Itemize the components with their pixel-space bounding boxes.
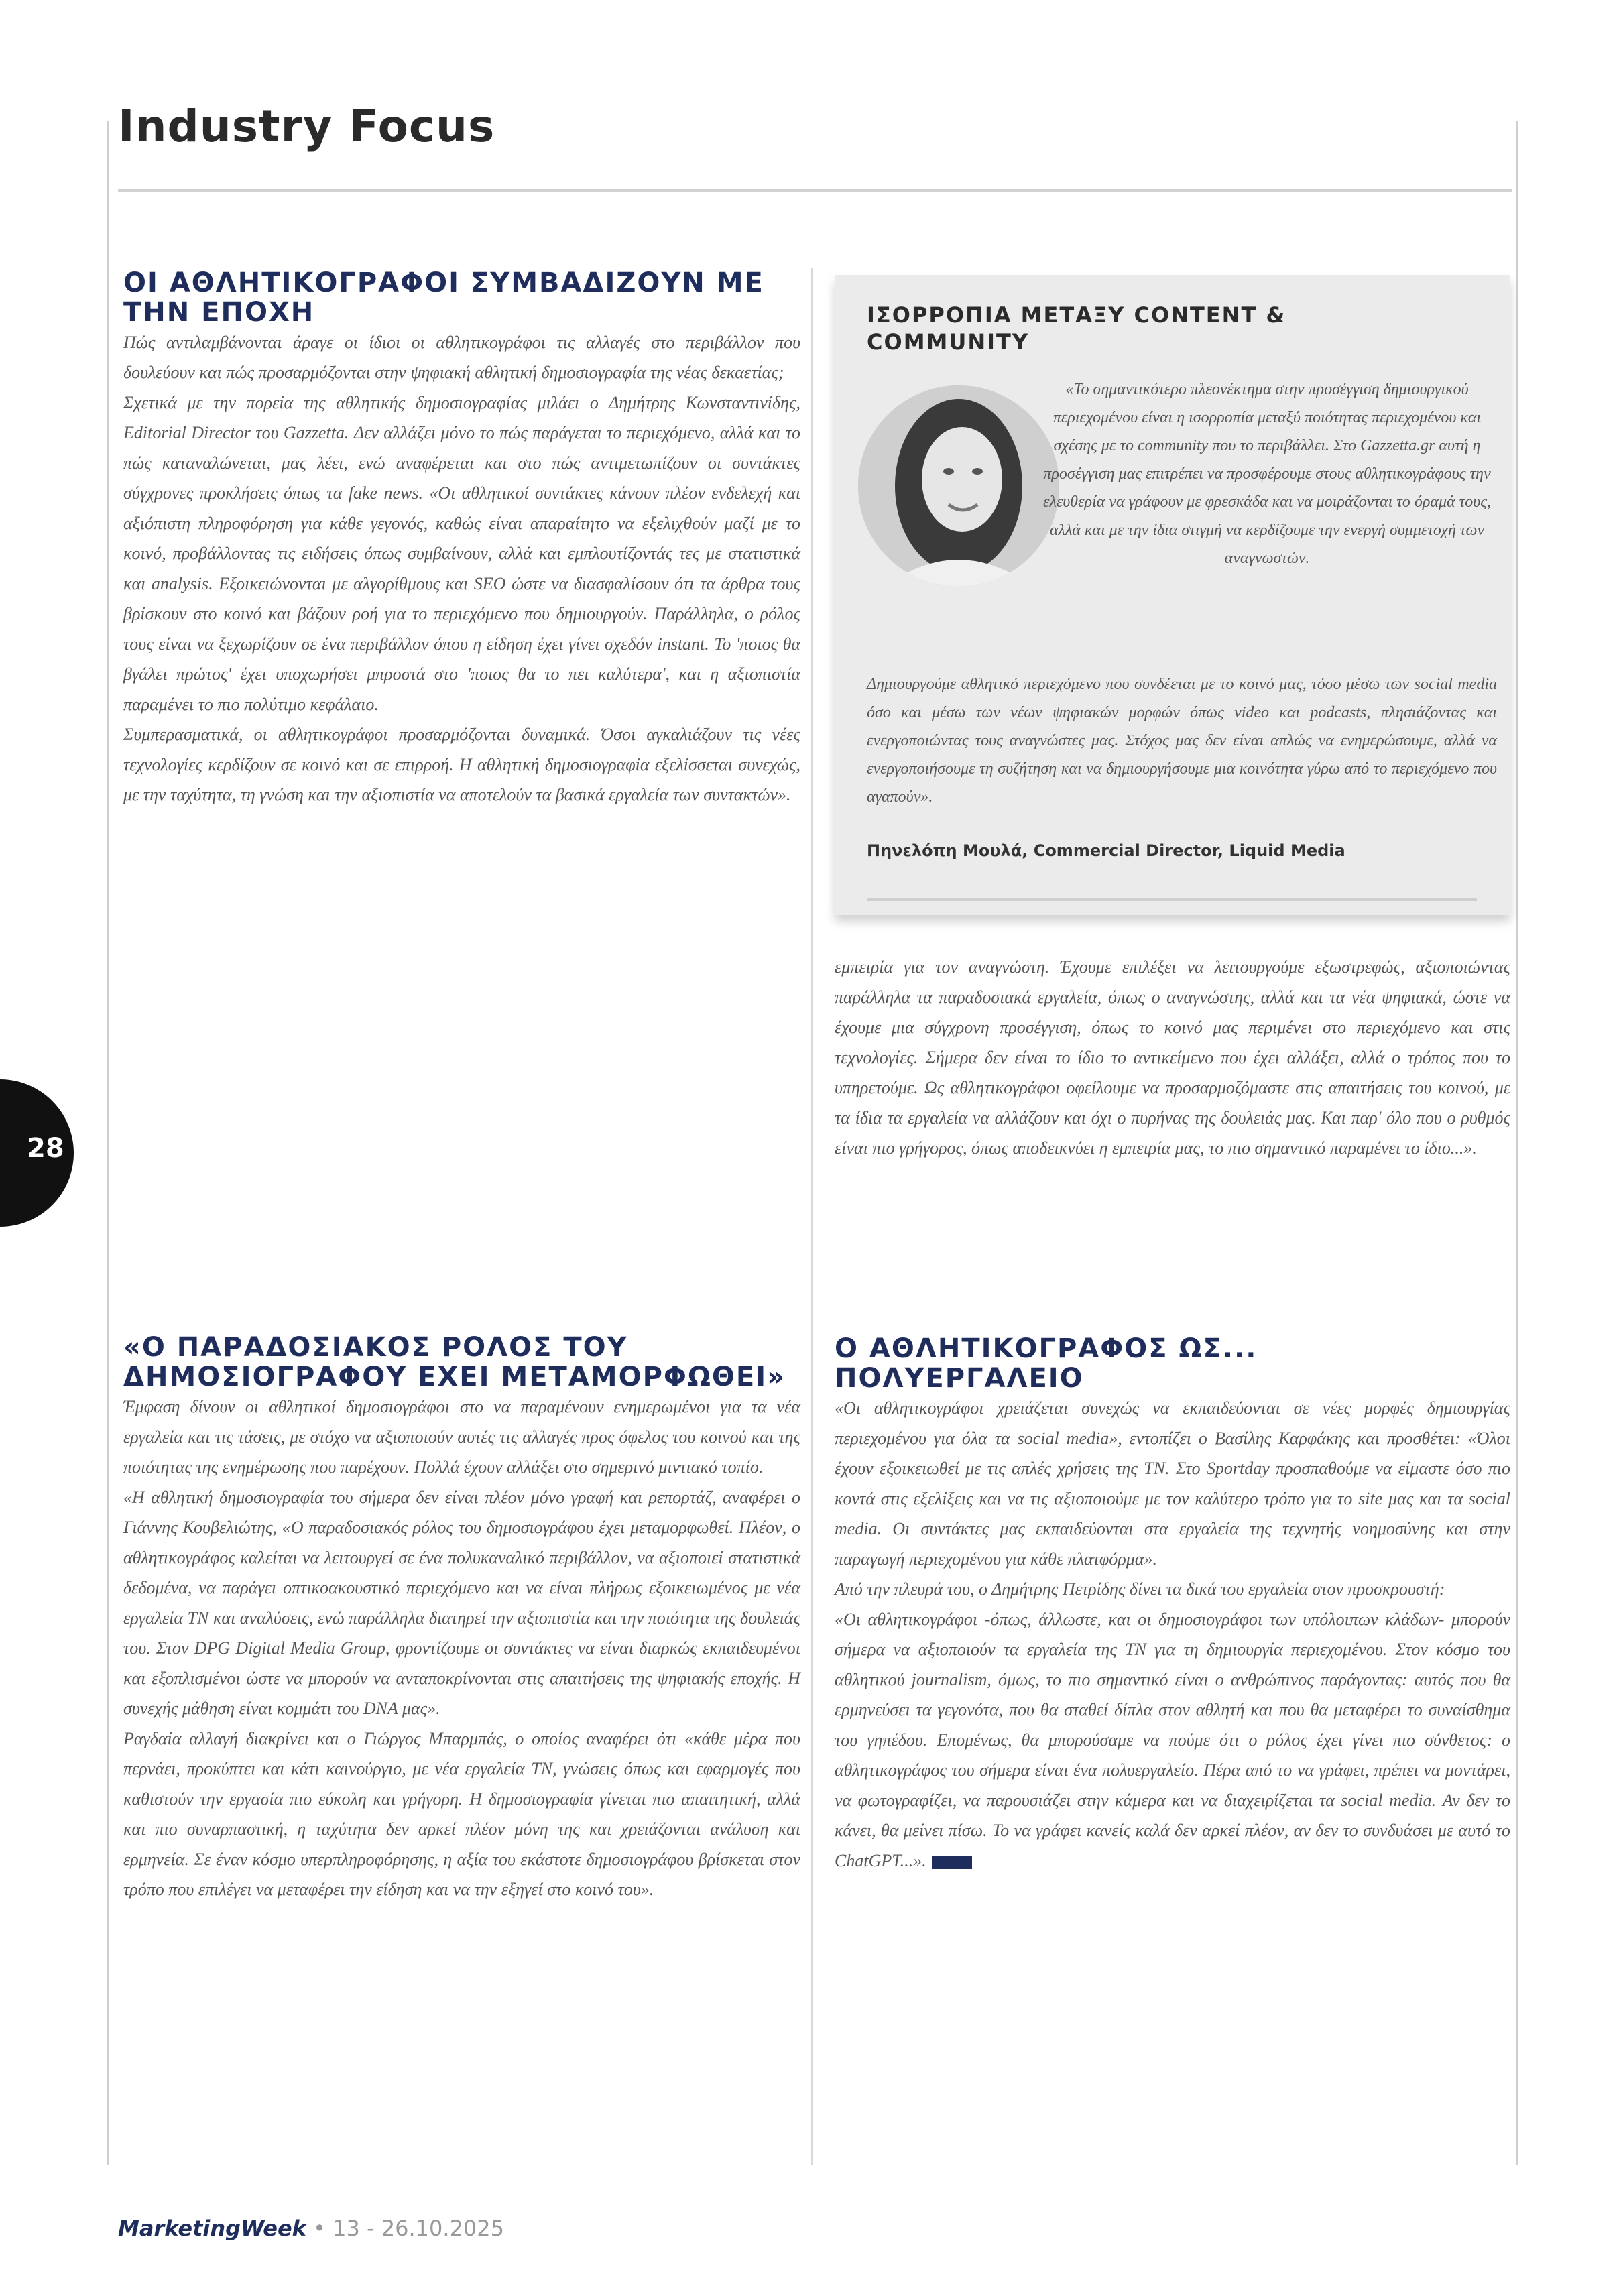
sidebar-quote-bottom: Δημιουργούμε αθλητικό περιεχόμενο που συνδέεται με το κοινό μας, τόσο μέσω των social media όσο και μέσω των νέων ψηφιακών μορφών όπως video και podcasts, πλησιάζοντας και ενεργοποιώντας τους αναγνώστες μας. Στόχος μας δεν είναι απλώς να ενημερώσουμε, αλλά να ενεργοποιήσουμε τη συζήτηση και να δημιουργήσουμε μια κοινότητα γύρω από το περιεχόμενο που αγαπούν». [867,676,1497,806]
article-continuation [835,952,1510,1163]
frame-right-border [1516,121,1518,2165]
frame-left-border [107,121,109,2165]
sidebar-heading: ΙΣΟΡΡΟΠΙΑ ΜΕΤΑΞΥ CONTENT & COMMUNITY [867,302,1286,355]
section-3-paragraph: «Οι αθλητικογράφοι -όπως, άλλωστε, και οι δημοσιογράφοι των υπόλοιπων κλάδων- μπορούν σήμερα να αξιοποιούν τα εργαλεία της ΤΝ για τη δημιουργία περιεχομένου. Στον κόσμο του αθλητικού journalism, όμως, το πιο σημαντικό είναι ο ανθρώπινος παράγοντας: αυτός που θα ερμηνεύσει τα γεγονότα, που θα σταθεί δίπλα στον αθλητή και που θα μεταφέρει το συναίσθημα του γηπέδου. Επομένως, θα μπορούσαμε να πούμε ότι ο ρόλος έχει γίνει πιο σύνθετος: ο αθλητικογράφος του σήμερα είναι ένα πολυεργαλείο. Πέρα από το να γράφει, πρέπει να μοντάρει, να φωτογραφίζει, να παρουσιάζει στην κάμερα και να διαχειρίζεται τα social media. Αν δεν το κάνει, θα μείνει πίσω. Το να γράφει κανείς καλά δεν αρκεί πλέον, αν δεν το συνδυάσει με αυτό το ChatGPT...». [835,1610,1510,1870]
section-2-paragraph: «Η αθλητική δημοσιογραφία του σήμερα δεν είναι πλέον μόνο γραφή και ρεπορτάζ, αναφέρει ο Γιάννης Κουβελιώτης, «Ο παραδοσιακός ρόλος του δημοσιογράφου έχει μεταμορφωθεί. Πλέον, ο αθλητικογράφος καλείται να λειτουργεί σε ένα πολυκαναλικό περιβάλλον, να αξιοποιεί στατιστικά δεδομένα, να παράγει οπτικοακουστικό περιεχόμενο και να είναι πλήρως εξοικειωμένος με νέα εργαλεία ΤΝ και αναλύσεις, ενώ παράλληλα διατηρεί την αξιοπιστία και την ποιότητα της δουλειάς του. Στον DPG Digital Media Group, φροντίζουμε οι συντάκτες να είναι διαρκώς εκπαιδευμένοι και εξοπλισμένοι ώστε να μπορούν να ανταποκρίνονται στις απαιτήσεις της ψηφιακής εποχής. Η συνεχής μάθηση είναι κομμάτι του DNA μας». [123,1488,800,1718]
sidebar-bottom-rule [867,898,1477,901]
portrait-photo-icon [858,385,1059,587]
column-divider [811,268,813,2165]
page-number: 28 [27,1133,64,1164]
section-3-heading: Ο ΑΘΛΗΤΙΚΟΓΡΑΦΟΣ ΩΣ... ΠΟΛΥΕΡΓΑΛΕΙΟ [835,1333,1258,1394]
footer-brand: MarketingWeek [118,2216,306,2241]
sidebar-quote-credit: Πηνελόπη Μουλά, Commercial Director, Liquid Media [867,841,1345,860]
section-3-paragraph: «Οι αθλητικογράφοι χρειάζεται συνεχώς να εκπαιδεύονται σε νέες μορφές δημιουργίας περιεχομένου για όλα τα social media», εντοπίζει ο Βασίλης Καρφάκης και προσθέτει: «Όλοι έχουν εξοικειωθεί με τις απλές χρήσεις της ΤΝ. Στο Sportday προσπαθούμε να είμαστε όσο πιο κοντά στις εξελίξεις και να τις αξιοποιούμε με τον καλύτερο τρόπο για το site μας και τα social media. Οι συντάκτες μας εκπαιδεύονται στα εργαλεία της τεχνητής νοημοσύνης και στην παραγωγή περιεχομένου για κάθε πλατφόρμα». [835,1398,1510,1569]
section-1-heading: ΟΙ ΑΘΛΗΤΙΚΟΓΡΑΦΟΙ ΣΥΜΒΑΔΙΖΟΥΝ ΜΕ ΤΗΝ ΕΠΟΧΗ [123,267,764,328]
article-section-3 [835,1334,1510,1876]
article-section-2 [123,1333,800,1905]
footer [118,2216,504,2241]
section-2-paragraph: Έμφαση δίνουν οι αθλητικοί δημοσιογράφοι στο να παραμένουν ενημερωμένοι για τα νέα εργαλεία και τις τάσεις, με στόχο να αξιοποιούν αυτές τις αλλαγές προς όφελος του κοινού και της ποιότητας της ενημέρωσης που παρέχουν. Πολλά έχουν αλλάξει στο σημερινό μιντιακό τοπίο. [123,1397,800,1477]
quote-sidebar-box [835,275,1510,915]
section-title: Industry Focus [118,101,495,152]
article-section-1 [123,268,800,810]
sidebar-quote-top: «Το σημαντικότερο πλεονέκτημα στην προσέγγιση δημιουργικού περιεχομένου είναι η ισορροπία μεταξύ ποιότητας περιεχομένου και σχέσης με το community που το περιβάλλει. Στο Gazzetta.gr αυτή η προσέγγιση μας επιτρέπει να προσφέρουμε στους αθλητικογράφους την ελευθερία να γράφουν με φρεσκάδα και να μοιράζονται το όραμά τους, αλλά και με την ίδια στιγμή να κερδίζουμε την ενεργή συμμετοχή των αναγνωστών. [1042,381,1491,567]
footer-issue: • 13 - 26.10.2025 [313,2216,504,2241]
section-2-heading: «Ο ΠΑΡΑΔΟΣΙΑΚΟΣ ΡΟΛΟΣ ΤΟΥ ΔΗΜΟΣΙΟΓΡΑΦΟΥ ΕΧΕΙ ΜΕΤΑΜΟΡΦΩΘΕΙ» [123,1332,786,1392]
section-1-paragraph: Σχετικά με την πορεία της αθλητικής δημοσιογραφίας μιλάει ο Δημήτρης Κωνσταντινίδης, Editorial Director του Gazzetta. Δεν αλλάζει μόνο το πώς παράγεται το περιεχόμενο, αλλά και το πώς καταναλώνεται, μας λέει, ενώ αναφέρεται και στο πώς αντιμετωπίζουν οι συντάκτες σύγχρονες προκλήσεις όπως τα fake news. «Οι αθλητικοί συντάκτες κάνουν πλέον ενδελεχή και αξιόπιστη πληροφόρηση για κάθε γεγονός, καθώς είναι απαραίτητο να εξελιχθούν μαζί με το κοινό, προβάλλοντας τις ειδήσεις όπως συμβαίνουν, αλλά και εμπλουτίζοντάς τες με στατιστικά και analysis. Εξοικειώνονται με αλγορίθμους και SEO ώστε να διασφαλίσουν ότι τα άρθρα τους βρίσκουν στο κοινό και βάζουν ροή για το περιεχόμενο που δημιουργούν. Παράλληλα, ο ρόλος τους είναι να ξεχωρίζουν σε ένα περιβάλλον όπου η είδηση έχει γίνει σχεδόν instant. Το 'ποιος θα βγάλει πρώτος' έχει υποχωρήσει μπροστά στο 'ποιος θα το πει καλύτερα', και η αξιοπιστία παραμένει το πιο πολύτιμο κεφάλαιο. [123,393,800,714]
header-divider [118,189,1512,192]
continuation-paragraph: εμπειρία για τον αναγνώστη. Έχουμε επιλέξει να λειτουργούμε εξωστρεφώς, αξιοποιώντας παράλληλα τα παραδοσιακά εργαλεία, όπως ο αναγνώστης, αλλά και τα νέα ψηφιακά, ώστε να έχουμε μια σύγχρονη προσέγγιση, όπως το κοινό μας περιμένει στο περιεχόμενο και στις τεχνολογίες. Σήμερα δεν είναι το ίδιο το αντικείμενο που έχει αλλάξει, αλλά ο τρόπος που το υπηρετούμε. Ως αθλητικογράφοι οφείλουμε να προσαρμοζόμαστε στις απαιτήσεις του κοινού, με τα ίδια τα εργαλεία να αλλάζουν και όχι ο πυρήνας της δουλειάς μας. Και παρ' όλο που ο ρυθμός είναι πιο γρήγορος, όπως αποδεικνύει η εμπειρία μας, το πιο σημαντικό παραμένει το ίδιο...». [835,957,1510,1158]
section-1-paragraph: Συμπερασματικά, οι αθλητικογράφοι προσαρμόζονται δυναμικά. Όσοι αγκαλιάζουν τις νέες τεχνολογίες κερδίζουν σε κοινό και σε επιρροή. Η αθλητική δημοσιογραφία εξελίσσεται συνεχώς, με την ταχύτητα, τη γνώση και την αξιοπιστία να αποτελούν τα βασικά εργαλεία των συντακτών». [123,725,800,804]
article-end-mark-icon [932,1856,972,1869]
section-2-paragraph: Ραγδαία αλλαγή διακρίνει και ο Γιώργος Μπαρμπάς, ο οποίος αναφέρει ότι «κάθε μέρα που περνάει, προκύπτει και κάτι καινούργιο, με νέα εργαλεία ΤΝ, γνώσεις όπως και εφαρμογές που καθιστούν την εργασία πιο εύκολη και γρήγορη. Η δημοσιογραφία γίνεται πιο απαιτητική, αλλά και πιο συναρπαστική, η ταχύτητα δεν αρκεί πλέον μόνη της και χρειάζονται ανάλυση και ερμηνεία. Σε έναν κόσμο υπερπληροφόρησης, η αξία του εκάστοτε δημοσιογράφου βρίσκεται στον τρόπο που επιλέγει να μεταφέρει την είδηση και να την εξηγεί στο κοινό του». [123,1729,800,1899]
section-1-paragraph: Πώς αντιλαμβάνονται άραγε οι ίδιοι οι αθλητικογράφοι τις αλλαγές στο περιβάλλον που δουλεύουν και πώς προσαρμόζονται στην ψηφιακή αθλητική δημοσιογραφία της νέας δεκαετίας; [123,333,800,382]
section-3-paragraph: Από την πλευρά του, ο Δημήτρης Πετρίδης δίνει τα δικά του εργαλεία στον προσκρουστή: [835,1579,1445,1599]
